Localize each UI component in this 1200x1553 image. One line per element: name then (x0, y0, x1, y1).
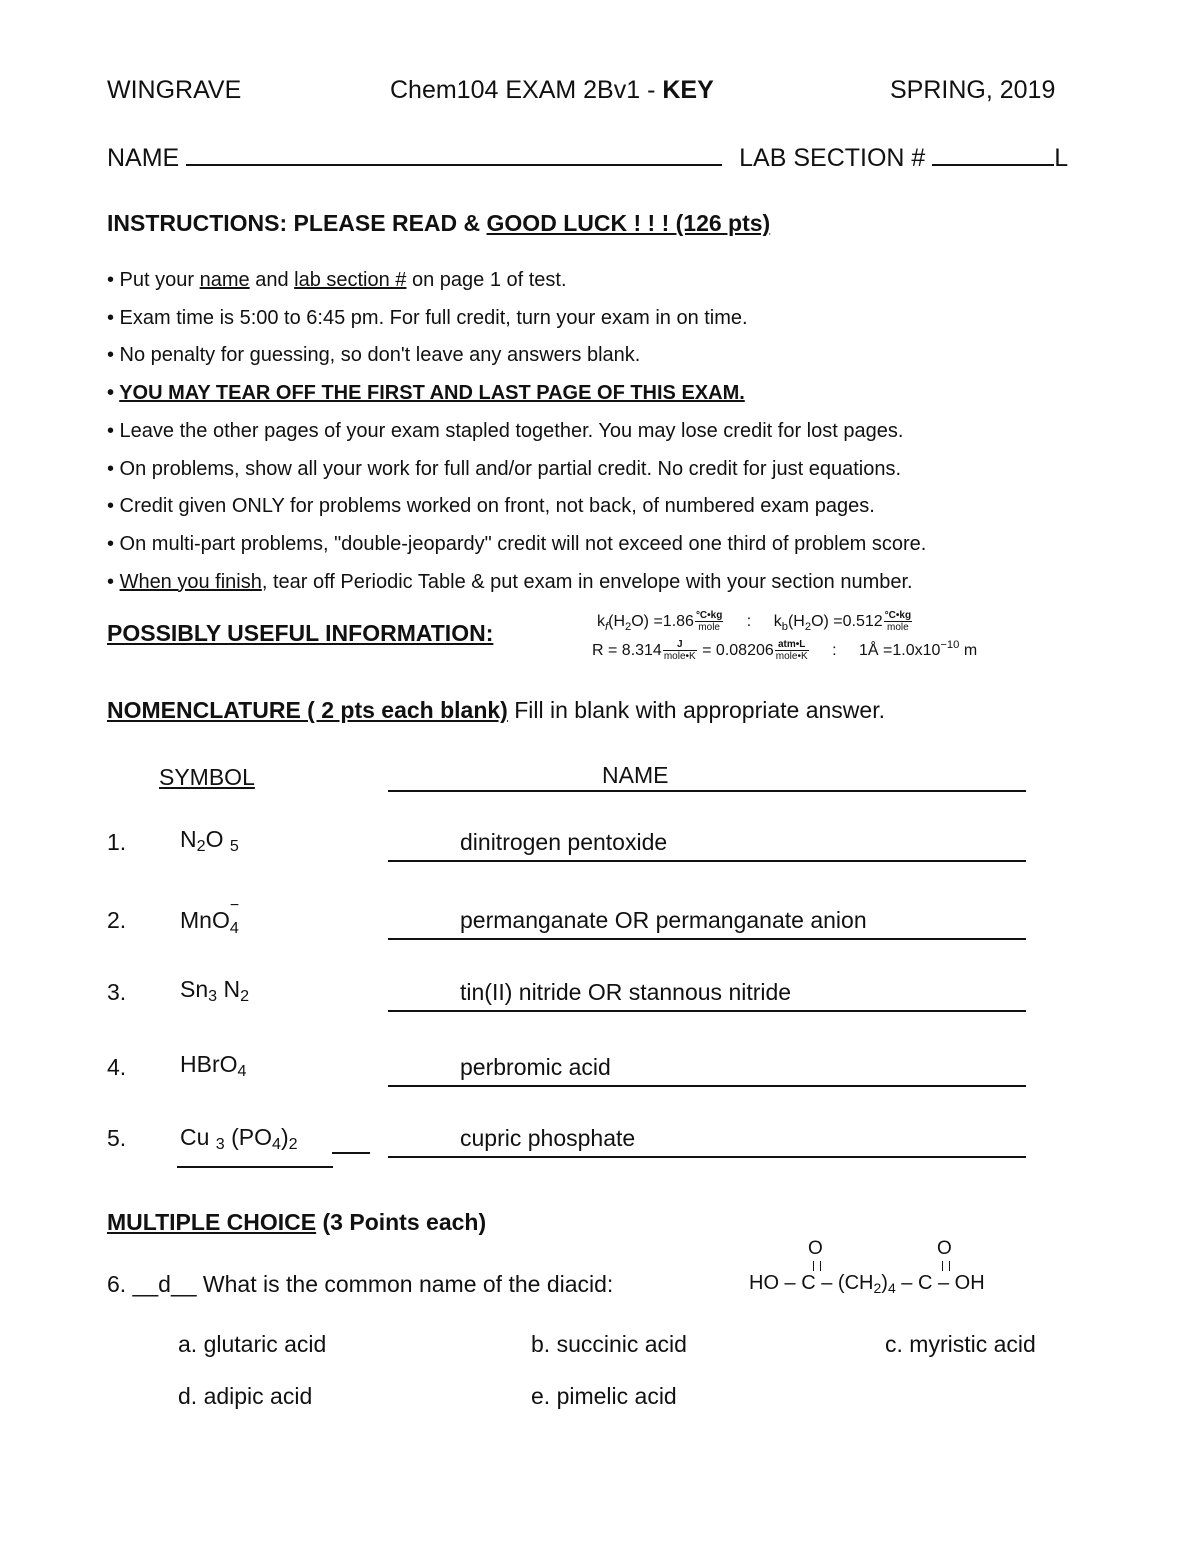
instruction-1-lab: lab section # (294, 269, 407, 291)
row-2-number: 2. (107, 907, 127, 933)
lab-section-field[interactable] (932, 144, 1054, 166)
instruction-6: • On problems, show all your work for full and/or partial credit. No credit for just equations. (107, 457, 902, 480)
nomenclature-row-1 (107, 822, 1027, 862)
nomenclature-row-4 (107, 1047, 1027, 1087)
kb-value: O) =0.512 (811, 612, 883, 630)
row-3-sym-b: 3 (208, 987, 218, 1005)
column-symbol: SYMBOL (159, 764, 255, 790)
row-2-answer-field[interactable] (388, 904, 1026, 940)
row-1-number: 1. (107, 829, 127, 855)
angstrom-unit: m (959, 642, 978, 659)
row-2-sym-scripts (229, 896, 244, 937)
row-1-sym-d: 5 (229, 837, 239, 855)
r-unit-1-den: mole•K (663, 651, 696, 663)
row-5-sym-c: (PO (224, 1124, 273, 1150)
double-bond-2 (942, 1261, 950, 1271)
row-2-sym-a: MnO (180, 907, 230, 933)
row-1-answer-field[interactable] (388, 826, 1026, 862)
row-4-answer: perbromic acid (460, 1054, 611, 1080)
nomenclature-heading-rest: Fill in blank with appropriate answer. (507, 697, 885, 723)
instruction-7: • Credit given ONLY for problems worked on front, not back, of numbered exam pages. (107, 495, 875, 518)
nomenclature-heading-title: NOMENCLATURE ( 2 pts each blank) (107, 697, 508, 723)
kf-h2o: (H (608, 612, 625, 630)
structure-n-sub: 4 (887, 1280, 896, 1296)
name-label: NAME (107, 144, 180, 172)
carbonyl-o-1: O (808, 1238, 823, 1259)
row-3-number: 3. (107, 979, 127, 1005)
row-4-sym-a: HBrO (180, 1051, 238, 1077)
instruction-1-name: name (199, 269, 250, 291)
diacid-structure (749, 1272, 985, 1296)
r-unit-2 (775, 639, 809, 662)
nomenclature-heading (107, 697, 885, 724)
row-3-answer: tin(II) nitride OR stannous nitride (460, 979, 792, 1005)
option-d[interactable]: d. adipic acid (178, 1383, 313, 1409)
question-6-text: What is the common name of the diacid: (196, 1271, 614, 1297)
row-2-symbol (180, 896, 244, 937)
row-3-sym-c: N (217, 976, 241, 1002)
r-label: R = 8.314 (592, 642, 662, 659)
instructions-heading-bold: INSTRUCTIONS: PLEASE READ & (107, 210, 487, 236)
instruction-1-post: on page 1 of test. (406, 269, 567, 291)
kf-unit-num: °C•kg (695, 610, 723, 621)
option-c[interactable]: c. myristic acid (885, 1331, 1036, 1357)
row-5-short-line (332, 1152, 370, 1154)
row-4-answer-field[interactable] (388, 1051, 1026, 1087)
nomenclature-row-5 (107, 1118, 1027, 1158)
structure-paren: ) (881, 1272, 888, 1294)
row-5-symbol (180, 1124, 298, 1154)
instruction-9 (107, 564, 926, 602)
lab-section-label: LAB SECTION # (739, 144, 926, 172)
carbonyl-o-2: O (937, 1238, 952, 1259)
column-name (388, 762, 1026, 792)
row-1-answer: dinitrogen pentoxide (460, 829, 668, 855)
multiple-choice-title: MULTIPLE CHOICE (107, 1209, 317, 1235)
key-label: KEY (662, 76, 714, 104)
row-1-symbol (180, 826, 239, 856)
row-3-sym-a: Sn (180, 976, 209, 1002)
row-1-sym-a: N (180, 826, 197, 852)
kf-value: O) =1.86 (631, 612, 694, 630)
multiple-choice-heading (107, 1209, 486, 1236)
r-unit-2-num: atm•L (775, 639, 809, 651)
row-5-sym-b: 3 (215, 1135, 225, 1153)
r-unit-2-den: mole•K (775, 651, 808, 663)
lab-section-suffix: L (1054, 144, 1069, 172)
instruction-1-pre: • Put your (107, 269, 200, 291)
row-1-sym-c: O (205, 826, 230, 852)
instruction-4-text: YOU MAY TEAR OFF THE FIRST AND LAST PAGE OF THIS EXAM. (119, 382, 745, 405)
kb-h2o: (H (787, 612, 805, 630)
instruction-5: • Leave the other pages of your exam stapled together. You may lose credit for lost pages. (107, 419, 904, 442)
angstrom-exp: −10 (940, 639, 960, 651)
multiple-choice-points: (3 Points each) (316, 1209, 487, 1235)
question-6-number: 6. (107, 1271, 133, 1297)
structure-ch2-sub: 2 (873, 1280, 882, 1296)
row-5-answer-field[interactable] (388, 1122, 1026, 1158)
row-5-sym-d: 4 (272, 1135, 281, 1153)
kb-sub: b (781, 620, 788, 633)
option-a[interactable]: a. glutaric acid (178, 1331, 327, 1357)
question-6 (107, 1271, 613, 1298)
instructions-list (107, 262, 926, 601)
exam-title (390, 76, 714, 105)
structure-left: HO – C – (CH (749, 1272, 874, 1294)
row-3-symbol (180, 976, 249, 1006)
exam-term: SPRING, 2019 (890, 76, 1056, 104)
separator-2: : (832, 642, 837, 659)
name-row (107, 144, 1068, 173)
row-2-sym-charge: − (229, 896, 240, 914)
kf-unit (695, 610, 723, 633)
option-e[interactable]: e. pimelic acid (531, 1383, 677, 1409)
kf-h2o-sub: 2 (625, 620, 632, 633)
row-5-number: 5. (107, 1125, 127, 1151)
r-unit-1 (663, 639, 697, 662)
kb-unit-num: °C•kg (884, 610, 912, 621)
structure-right: – C – OH (895, 1272, 985, 1294)
double-bond-1 (813, 1261, 821, 1271)
question-6-answer-blank[interactable]: __d__ (132, 1271, 197, 1297)
kb-unit-den: mole (887, 622, 909, 633)
row-4-number: 4. (107, 1054, 127, 1080)
row-5-symbol-line (177, 1166, 333, 1168)
r-unit-1-num: J (663, 639, 697, 651)
separator-1: : (746, 612, 752, 630)
kb-symbol (773, 612, 883, 633)
kb-k: k (773, 612, 782, 630)
instruction-9-pre: • (107, 570, 120, 593)
row-1-sym-b: 2 (196, 837, 206, 855)
kf-sub: f (605, 620, 609, 633)
row-5-sym-a: Cu (180, 1124, 216, 1150)
useful-info-heading: POSSIBLY USEFUL INFORMATION: (107, 620, 494, 646)
r-value-2: = 0.08206 (702, 642, 774, 659)
instructor-name: WINGRAVE (107, 76, 242, 104)
row-3-answer-field[interactable] (388, 976, 1026, 1012)
row-2-sym-sub: 4 (229, 919, 239, 937)
constants-line-1 (597, 610, 913, 633)
column-name-label: NAME (602, 762, 669, 788)
constants-line-2 (592, 639, 977, 662)
row-4-sym-b: 4 (237, 1062, 247, 1080)
angstrom-value: 1Å =1.0x10 (858, 642, 941, 659)
instruction-1-mid: and (249, 269, 295, 291)
instruction-3: • No penalty for guessing, so don't leave any answers blank. (107, 344, 641, 367)
row-5-sym-f: 2 (288, 1135, 298, 1153)
row-5-answer: cupric phosphate (460, 1125, 636, 1151)
row-2-answer: permanganate OR permanganate anion (460, 907, 867, 933)
row-5-sym-e: ) (280, 1124, 289, 1150)
name-field[interactable] (186, 144, 722, 166)
exam-title-text: Chem104 EXAM 2Bv1 - (390, 76, 663, 104)
kf-unit-den: mole (698, 622, 720, 633)
kb-h2o-sub: 2 (804, 620, 812, 633)
instruction-4 (107, 375, 926, 413)
kf-symbol (597, 612, 694, 633)
row-3-sym-d: 2 (240, 987, 250, 1005)
instructions-heading (107, 210, 770, 237)
row-4-symbol (180, 1051, 246, 1081)
nomenclature-row-3 (107, 972, 1027, 1012)
kb-unit (884, 610, 912, 633)
good-luck-text: GOOD LUCK ! ! ! (126 pts) (486, 210, 771, 236)
instruction-9-post: , tear off Periodic Table & put exam in envelope with your section number. (261, 570, 913, 593)
instruction-2: • Exam time is 5:00 to 6:45 pm. For full credit, turn your exam in on time. (107, 306, 748, 329)
instruction-1 (107, 262, 926, 300)
option-b[interactable]: b. succinic acid (531, 1331, 687, 1357)
nomenclature-row-2 (107, 896, 1027, 940)
instruction-4-bullet: • (107, 382, 120, 405)
kf-k: k (597, 612, 605, 630)
instruction-8: • On multi-part problems, "double-jeopardy" credit will not exceed one third of problem score. (107, 532, 927, 555)
instruction-9-finish: When you finish (119, 570, 262, 593)
